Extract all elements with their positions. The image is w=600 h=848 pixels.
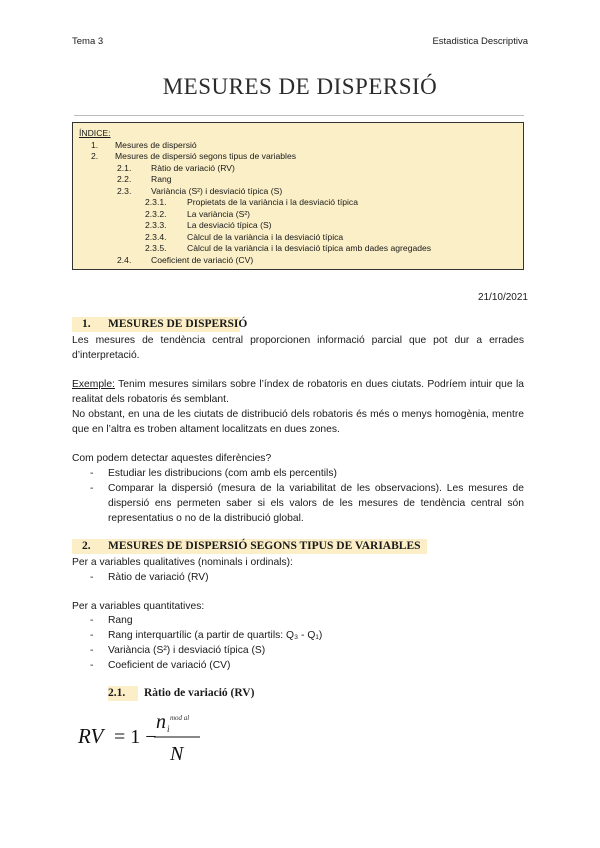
toc-heading: ÍNDICE: [79, 128, 111, 138]
section-title: MESURES DE DISPERSIÓ [108, 318, 248, 330]
toc-item-number: 2.3.4. [145, 231, 167, 242]
toc-item-number: 2.4. [117, 254, 132, 265]
section-title: MESURES DE DISPERSIÓ SEGONS TIPUS DE VARIABLES [108, 540, 421, 552]
toc-item-number: 2.3.1. [145, 197, 167, 207]
toc-item-number: 2.3.3. [145, 220, 167, 230]
bullet-list-qualitative [72, 570, 524, 585]
toc-item[interactable] [79, 186, 517, 198]
toc-item-label: Ràtio de variació (RV) [151, 162, 235, 173]
paragraph-question: Com podem detectar aquestes diferències? [72, 453, 272, 464]
toc-item-label: Càlcul de la variància i la desviació típica amb dades agregades [187, 243, 432, 253]
bullet-list-methods [72, 466, 524, 526]
header-topic: Tema 3 [72, 36, 104, 47]
title-divider [74, 115, 524, 116]
list-item-text: Variància (S²) i desviació típica (S) [108, 645, 266, 656]
list-item: - Rang [90, 615, 133, 626]
example-label: Exemple: [72, 379, 115, 390]
toc-item-label: Propietats de la variància i la desviació típica [187, 197, 359, 207]
list-item-text: Rang [108, 615, 133, 626]
header-subject: Estadistica Descriptiva [432, 36, 528, 47]
formula-superscript: mod al [170, 714, 190, 722]
paragraph-qualitative-intro: Per a variables qualitatives (nominals i ordinals): [72, 557, 293, 568]
bullet-list-quantitative [72, 613, 524, 673]
paragraph-quantitative-intro: Per a variables quantitatives: [72, 601, 205, 612]
toc-item-label: Rang [151, 174, 172, 184]
toc-item-label: Mesures de dispersió segons tipus de variables [115, 151, 297, 161]
list-item-text: Coeficient de variació (CV) [108, 660, 231, 671]
subsection-title: Ràtio de variació (RV) [144, 687, 255, 699]
toc-item-number: 2.3. [117, 185, 132, 196]
toc-item-number: 1. [91, 139, 99, 150]
list-item: - Rang interquartílic (a partir de quartils: Q₃ - Q₁) [90, 630, 323, 641]
section-number: 1. [82, 318, 91, 330]
list-item: - Coeficient de variació (CV) [90, 660, 231, 671]
list-item: - Variància (S²) i desviació típica (S) [90, 645, 266, 656]
toc-item-label: Mesures de dispersió [115, 139, 197, 150]
subsection-number: 2.1. [108, 687, 126, 699]
toc-item-label: Càlcul de la variància i la desviació típica [187, 231, 344, 242]
formula-equals: = 1 − [114, 726, 157, 748]
page-title: MESURES DE DISPERSIÓ [162, 74, 438, 99]
toc-item-label: Coeficient de variació (CV) [151, 254, 254, 265]
toc-item[interactable] [79, 140, 517, 152]
toc-item[interactable] [79, 151, 517, 163]
list-item: - Ràtio de variació (RV) [90, 572, 209, 583]
toc-item-label: La desviació típica (S) [187, 220, 272, 230]
toc-item-number: 2. [91, 151, 99, 161]
section-heading-1 [72, 317, 272, 333]
paragraph-intro: Les mesures de tendència central proporcionen informació parcial que pot dur a errades d’interpretació. [72, 335, 524, 361]
toc-item[interactable] [79, 243, 517, 255]
formula-lhs: RV [78, 724, 104, 748]
section-heading-2 [72, 539, 432, 555]
paragraph-example [72, 377, 524, 407]
section-number: 2. [82, 540, 91, 552]
list-item-text: Comparar la dispersió (mesura de la variabilitat de les observacions). Les mesures de dispersió ens permeten saber si els valors de les mesures de tendència central són representatius o no de la distribució global. [108, 483, 524, 524]
toc-item[interactable] [79, 197, 517, 209]
toc-item[interactable] [79, 255, 517, 267]
subsection-heading-2-1 [108, 686, 308, 702]
toc-item[interactable] [79, 209, 517, 221]
toc-item-label: Variància (S²) i desviació típica (S) [151, 185, 283, 196]
toc-item-number: 2.3.2. [145, 208, 167, 219]
toc-item-number: 2.2. [117, 174, 132, 184]
toc-item[interactable] [79, 232, 517, 244]
document-date: 21/10/2021 [477, 292, 528, 303]
example-text: Tenim mesures similars sobre l’índex de robatoris en dues ciutats. Podríem intuir que la realitat dels robatoris és semblant. [72, 379, 524, 405]
list-item-text: Rang interquartílic (a partir de quartils: Q₃ - Q₁) [108, 630, 323, 641]
toc-item[interactable] [79, 163, 517, 175]
paragraph-however: No obstant, en una de les ciutats de distribució dels robatoris és més o menys homogènia, mentre que en l’altra es troben altament localitzats en dues zones. [72, 409, 524, 435]
rv-formula [74, 706, 294, 766]
list-item-text: Estudiar les distribucions (com amb els percentils) [108, 468, 337, 479]
toc-item[interactable] [79, 220, 517, 232]
list-item: - Estudiar les distribucions (com amb els percentils) [90, 468, 337, 479]
formula-denominator: N [170, 743, 184, 765]
toc-item-number: 2.1. [117, 162, 132, 173]
list-item-text: Ràtio de variació (RV) [108, 572, 209, 583]
toc-item[interactable] [79, 174, 517, 186]
formula-subscript: i [167, 724, 170, 734]
toc-item-number: 2.3.5. [145, 243, 167, 253]
toc-item-label: La variància (S²) [187, 208, 251, 219]
table-of-contents [72, 122, 524, 270]
list-item: - Comparar la dispersió (mesura de la variabilitat de les observacions). Les mesures de dispersió ens permeten saber si els valors de les mesures de tendència central són representatius o no de la distribució global. [90, 483, 524, 524]
formula-numerator: n [156, 711, 166, 733]
